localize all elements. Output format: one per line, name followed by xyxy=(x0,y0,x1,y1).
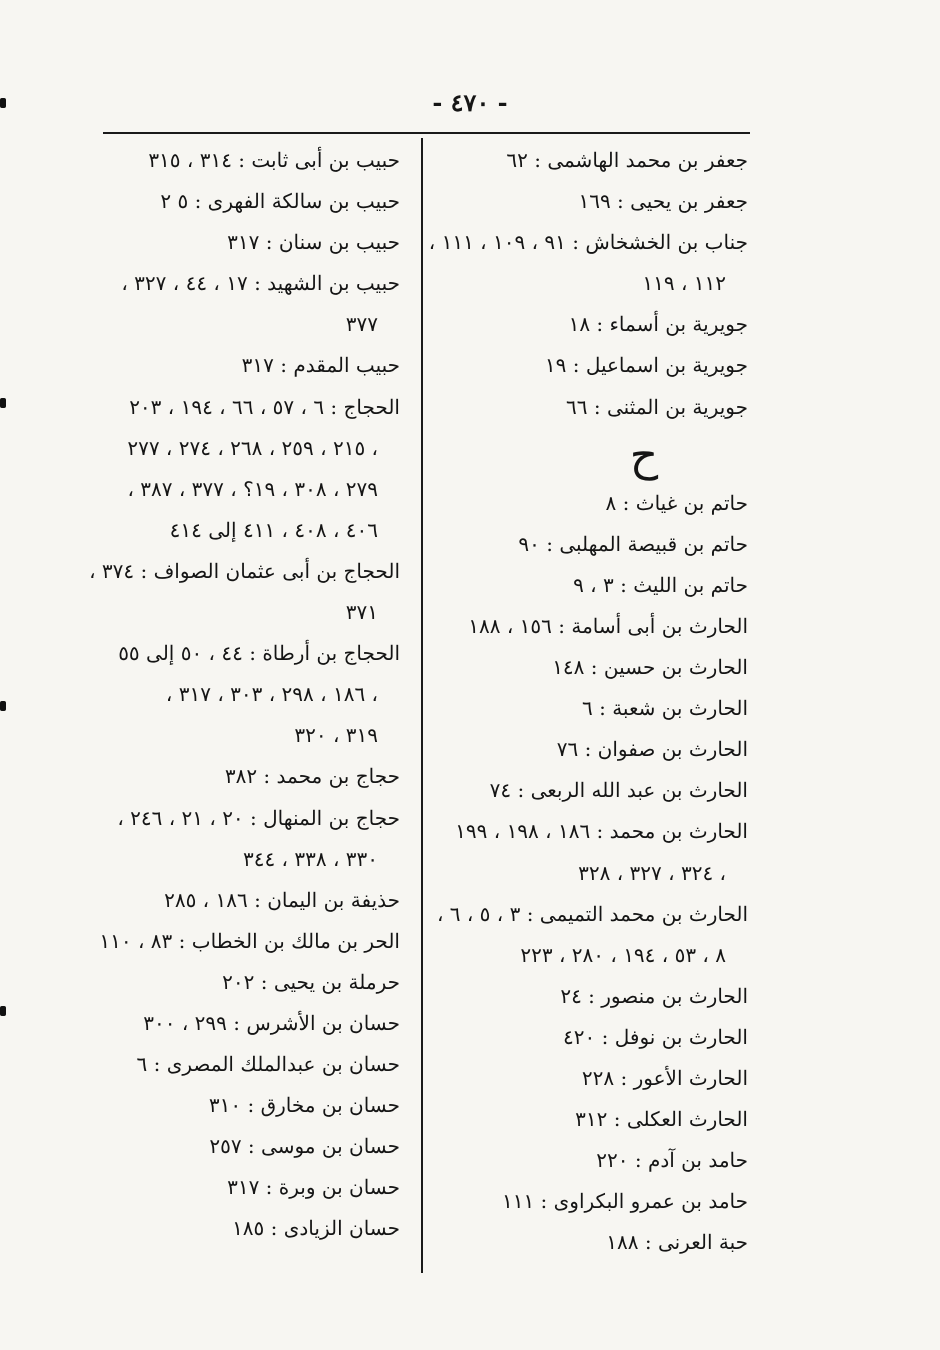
index-entry-continuation: ٢٧٩ ، ٣٠٨ ، ١٩؟ ، ٣٧٧ ، ٣٨٧ ، xyxy=(127,476,378,501)
section-letter-heading: ح xyxy=(629,429,659,481)
index-entry: جويرية بن أسماء : ١٨ xyxy=(568,312,748,337)
index-entry: حبيب بن سنان : ٣١٧ xyxy=(227,230,400,255)
index-entry: الحارث بن محمد التميمى : ٣ ، ٥ ، ٦ ، xyxy=(436,901,748,926)
index-entry: حجاج بن المنهال : ٢٠ ، ٢١ ، ٢٤٦ ، xyxy=(117,805,400,830)
index-entry: حاتم بن قبيصة المهلبى : ٩٠ xyxy=(518,531,748,556)
index-entry: جعفر بن محمد الهاشمى : ٦٢ xyxy=(506,148,748,172)
index-entry: الحارث بن منصور : ٢٤ xyxy=(560,983,748,1008)
index-entry: الحارث بن أبى أسامة : ١٥٦ ، ١٨٨ xyxy=(468,613,748,638)
index-entry: حبيب بن الشهيد : ١٧ ، ٤٤ ، ٣٢٧ ، xyxy=(121,271,400,296)
index-entry: حبيب بن أبى ثابت : ٣١٤ ، ٣١٥ xyxy=(148,148,400,172)
index-entry-continuation: ٣١٩ ، ٣٢٠ xyxy=(294,723,378,748)
index-entry-continuation: ، ٣٢٤ ، ٣٢٧ ، ٣٢٨ xyxy=(578,860,726,885)
index-entry: الحجاج بن أبى عثمان الصواف : ٣٧٤ ، xyxy=(89,558,400,583)
margin-mark xyxy=(0,1006,6,1016)
index-entry: حسان بن موسى : ٢٥٧ xyxy=(209,1134,400,1159)
index-entry: الحجاج : ٦ ، ٥٧ ، ٦٦ ، ١٩٤ ، ٢٠٣ xyxy=(129,394,400,419)
index-entry: جويرية بن اسماعيل : ١٩ xyxy=(544,353,748,378)
index-entry: حاتم بن الليث : ٣ ، ٩ xyxy=(573,572,748,597)
index-entry: جعفر بن يحيى : ١٦٩ xyxy=(578,189,748,214)
index-entry: الحارث بن شعبة : ٦ xyxy=(581,696,748,721)
margin-mark xyxy=(0,398,6,408)
index-entry: الحر بن مالك بن الخطاب : ٨٣ ، ١١٠ xyxy=(99,928,400,953)
page-number: - ٤٧٠ - xyxy=(432,88,508,117)
index-entry-continuation: ٨ ، ٥٣ ، ١٩٤ ، ٢٨٠ ، ٢٢٣ xyxy=(520,942,726,967)
index-entry-continuation: ٤٠٦ ، ٤٠٨ ، ٤١١ إلى ٤١٤ xyxy=(169,517,378,542)
index-entry: حامد بن عمرو البكراوى : ١١١ xyxy=(501,1189,748,1214)
index-entry: حسان بن الأشرس : ٢٩٩ ، ٣٠٠ xyxy=(143,1010,400,1035)
index-entry: الحارث العكلى : ٣١٢ xyxy=(575,1107,748,1132)
index-entry: جويرية بن المثنى : ٦٦ xyxy=(566,394,748,419)
index-entry: الحارث بن محمد : ١٨٦ ، ١٩٨ ، ١٩٩ xyxy=(455,819,748,844)
index-entry: حبيب بن سالكة الفهرى : ٥ ٢ xyxy=(160,189,400,214)
index-entry-continuation: ٣٧٧ xyxy=(345,312,378,337)
index-entry: جناب بن الخشخاش : ٩١ ، ١٠٩ ، ١١١ ، xyxy=(428,230,748,255)
index-entry: الحارث بن عبد الله الربعى : ٧٤ xyxy=(489,778,748,803)
index-entry-continuation: ١١٢ ، ١١٩ xyxy=(642,271,726,296)
index-entry: حسان بن مخارق : ٣١٠ xyxy=(208,1093,400,1118)
index-entry: حاتم بن غياث : ٨ xyxy=(605,490,748,515)
margin-mark xyxy=(0,98,6,108)
index-entry: الحجاج بن أرطاة : ٤٤ ، ٥٠ إلى ٥٥ xyxy=(118,641,400,666)
index-entry: الحارث بن صفوان : ٧٦ xyxy=(556,737,748,762)
index-entry: حجاج بن محمد : ٣٨٢ xyxy=(224,764,400,789)
index-entry-continuation: ٣٧١ xyxy=(345,600,378,625)
index-entry: الحارث الأعور : ٢٢٨ xyxy=(581,1065,748,1090)
column-divider xyxy=(421,138,423,1273)
index-entry: حامد بن آدم : ٢٢٠ xyxy=(596,1148,748,1173)
index-entry: حسان بن عبدالملك المصرى : ٦ xyxy=(136,1052,400,1077)
index-entry: حرملة بن يحيى : ٢٠٢ xyxy=(222,969,400,994)
index-entry: حذيفة بن اليمان : ١٨٦ ، ٢٨٥ xyxy=(164,887,400,912)
index-entry: حسان الزيادى : ١٨٥ xyxy=(232,1216,400,1241)
index-entry: الحارث بن حسين : ١٤٨ xyxy=(552,655,748,680)
header-rule xyxy=(103,132,750,134)
index-entry: حسان بن وبرة : ٣١٧ xyxy=(227,1175,400,1200)
margin-mark xyxy=(0,701,6,711)
index-entry-continuation: ، ١٨٦ ، ٢٩٨ ، ٣٠٣ ، ٣١٧ ، xyxy=(165,682,378,707)
left-index-column xyxy=(89,140,400,1250)
right-index-column xyxy=(430,140,748,1263)
index-entry-continuation: ، ٢١٥ ، ٢٥٩ ، ٢٦٨ ، ٢٧٤ ، ٢٧٧ xyxy=(127,435,378,460)
index-entry-continuation: ٣٣٠ ، ٣٣٨ ، ٣٤٤ xyxy=(242,846,378,871)
index-entry: حبيب المقدم : ٣١٧ xyxy=(241,353,400,378)
index-entry: الحارث بن نوفل : ٤٢٠ xyxy=(563,1024,748,1049)
index-entry: حبة العرنى : ١٨٨ xyxy=(606,1230,748,1255)
